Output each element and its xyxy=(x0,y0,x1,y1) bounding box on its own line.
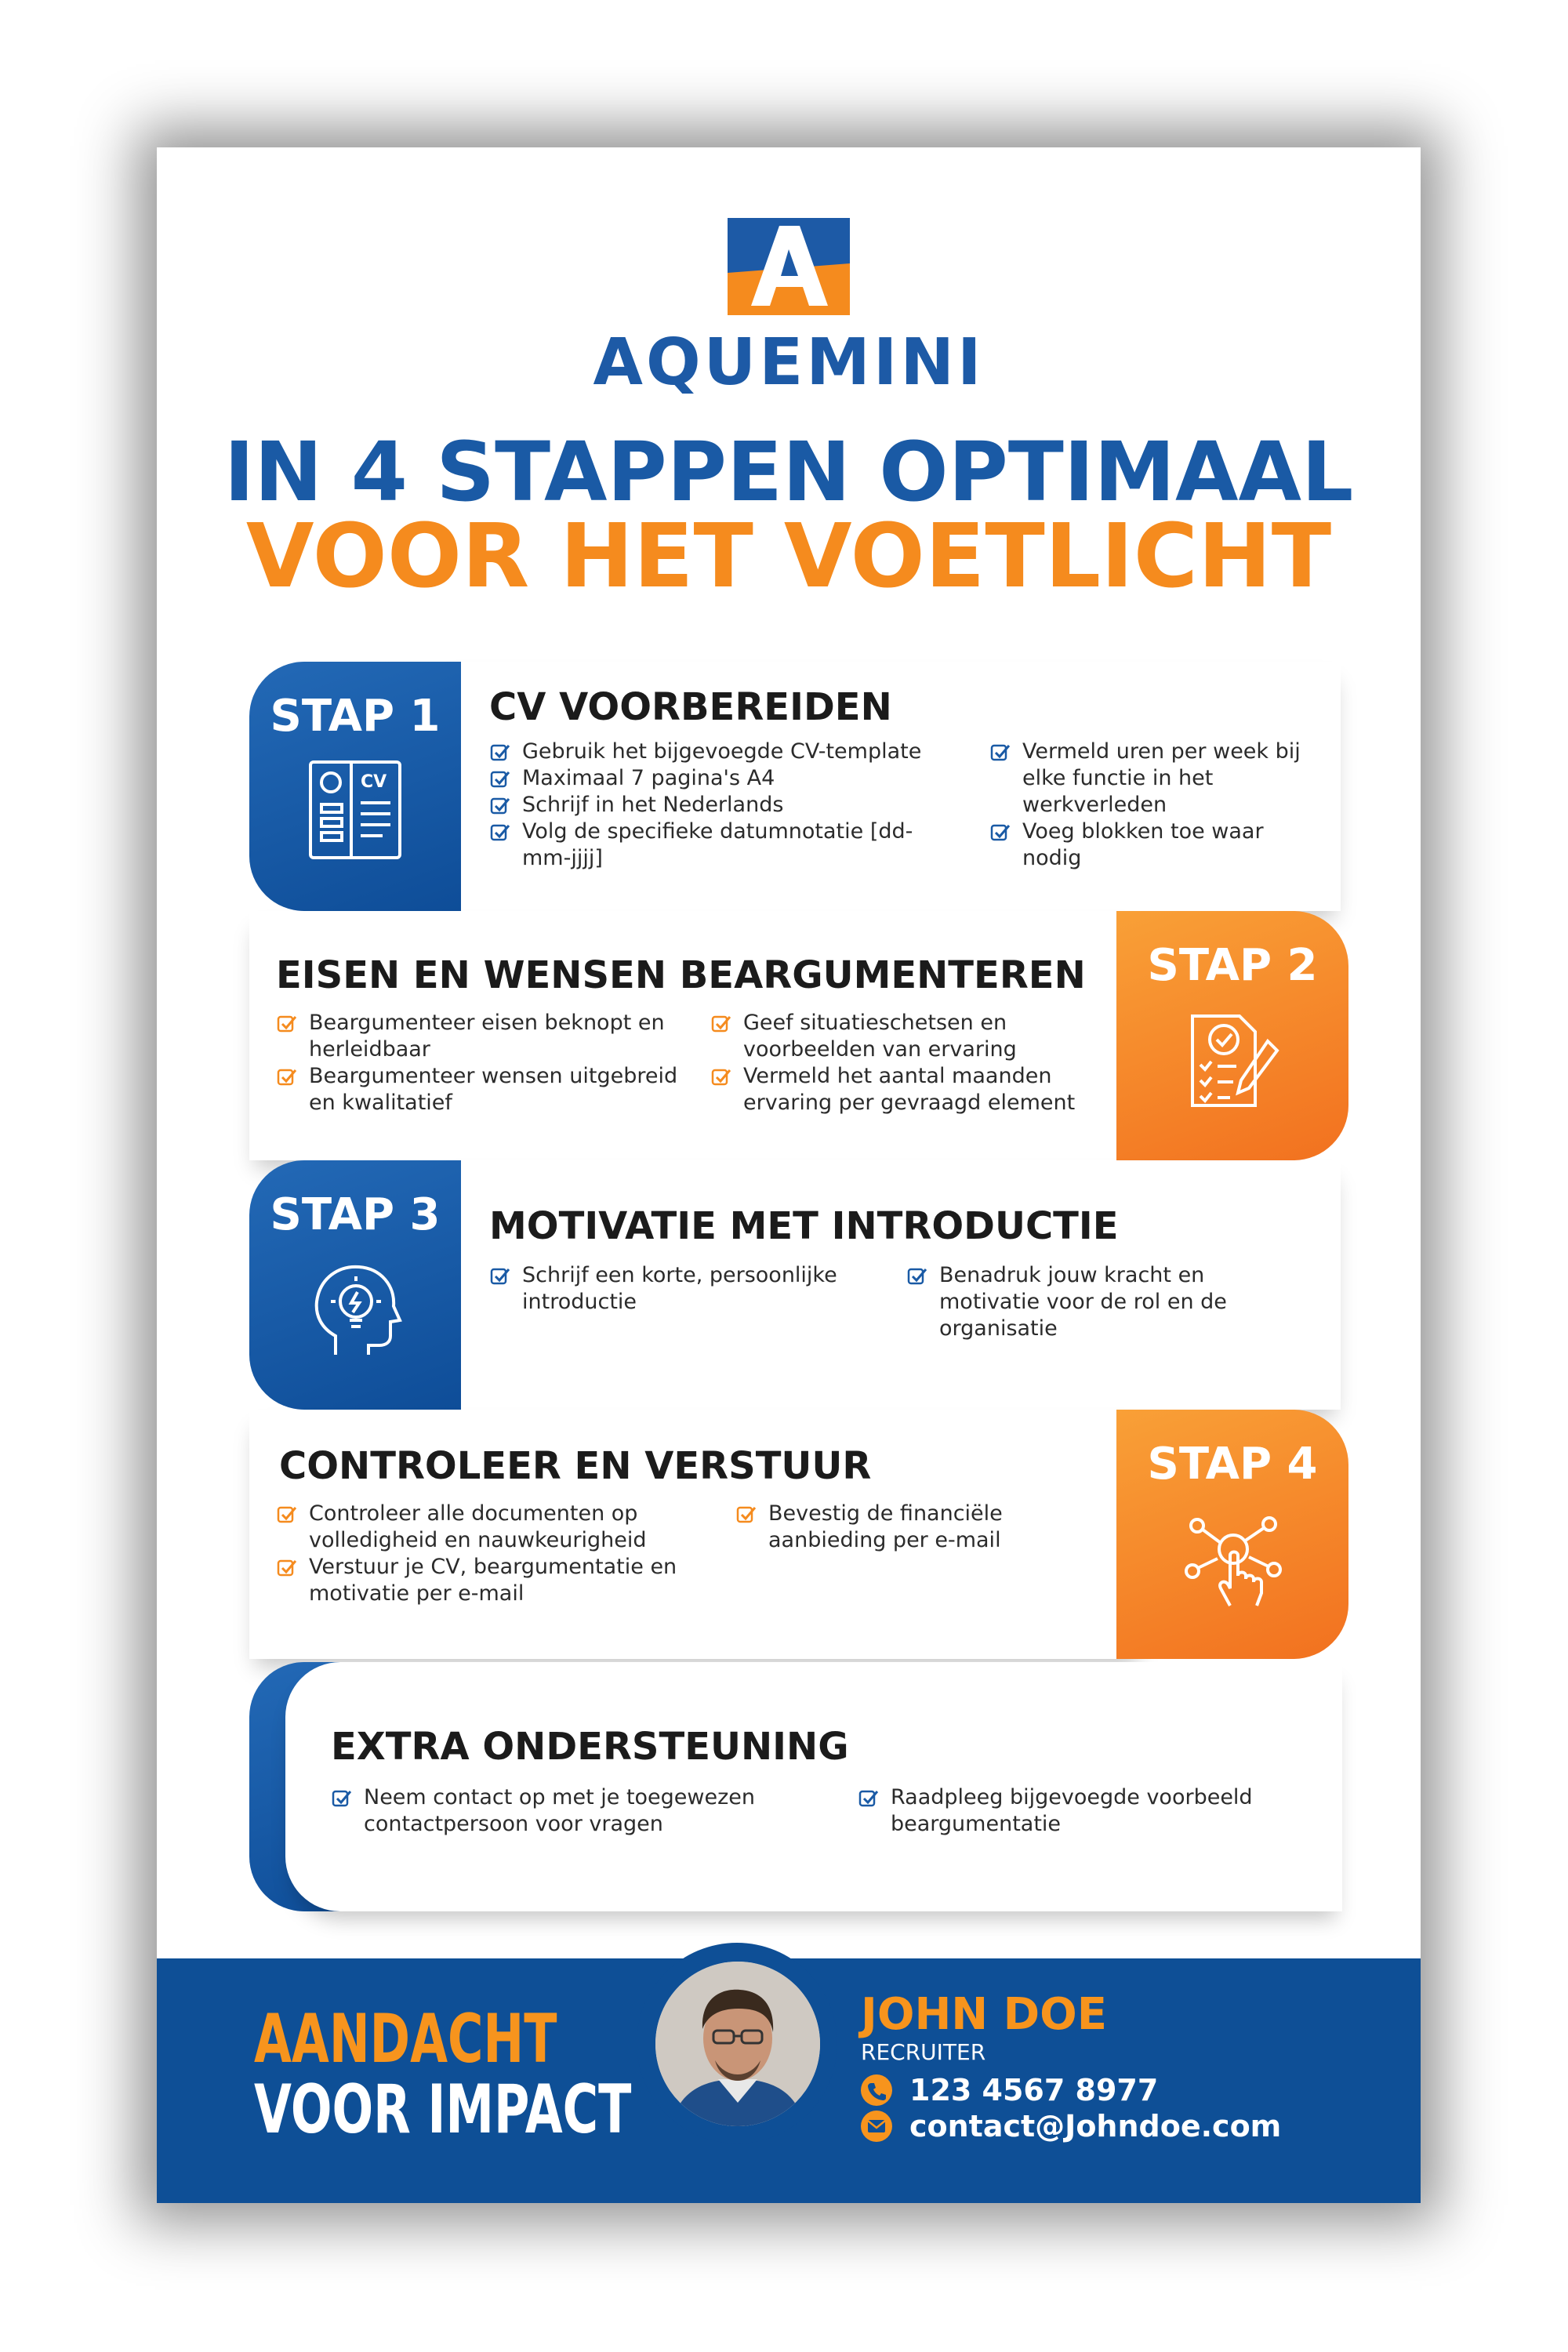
step-3-list-right xyxy=(906,1262,1251,1342)
poster xyxy=(157,147,1421,2203)
step-tab-4 xyxy=(1116,1410,1348,1659)
checkbox-icon xyxy=(276,1557,298,1579)
checkbox-icon xyxy=(710,1066,732,1088)
step-tab-3 xyxy=(249,1160,461,1410)
tagline-line-1: AANDACHT xyxy=(254,2000,557,2078)
list-item: Gebruik het bijgevoegde CV-template xyxy=(489,739,960,765)
step-label: STAP 2 xyxy=(1147,940,1318,991)
step-label: STAP 1 xyxy=(270,691,441,742)
footer xyxy=(157,1958,1421,2203)
step-tab-1 xyxy=(249,662,461,911)
email-icon xyxy=(861,2111,892,2142)
checkbox-icon xyxy=(489,742,511,764)
step-4-list-left-items xyxy=(276,1501,715,1607)
phone-icon xyxy=(861,2074,892,2106)
svg-text:CV: CV xyxy=(361,772,387,792)
step-title: MOTIVATIE MET INTRODUCTIE xyxy=(489,1204,1119,1248)
avatar-portrait xyxy=(655,1962,820,2126)
checkbox-icon xyxy=(276,1504,298,1526)
list-item: Verstuur je CV, beargumentatie en motivatie per e-mail xyxy=(276,1554,715,1607)
checkbox-icon xyxy=(489,1265,511,1287)
step-4-list-right xyxy=(735,1501,1065,1554)
list-item: Vermeld het aantal maanden ervaring per gevraagd element xyxy=(710,1063,1126,1116)
step-title: CV VOORBEREIDEN xyxy=(489,685,892,729)
checkbox-icon xyxy=(276,1066,298,1088)
step-2-list-left xyxy=(276,1010,699,1116)
step-title: CONTROLEER EN VERSTUUR xyxy=(279,1444,872,1488)
list-item: Bevestig de financiële aanbieding per e-mail xyxy=(735,1501,1065,1554)
step-card-3 xyxy=(249,1160,1341,1410)
list-item: Beargumenteer eisen beknopt en herleidbaar xyxy=(276,1010,699,1063)
extra-list-right xyxy=(858,1784,1297,1838)
list-item: Raadpleeg bijgevoegde voorbeeld beargumentatie xyxy=(858,1784,1297,1838)
list-item: Maximaal 7 pagina's A4 xyxy=(489,765,960,792)
cv-document-icon xyxy=(304,759,406,861)
contact-phone[interactable]: 123 4567 8977 xyxy=(861,2074,1158,2106)
checkbox-icon xyxy=(989,822,1011,844)
contact-role: RECRUITER xyxy=(861,2039,986,2065)
list-item: Schrijf in het Nederlands xyxy=(489,792,960,818)
avatar xyxy=(655,1962,820,2126)
step-label: STAP 3 xyxy=(270,1189,441,1240)
logo xyxy=(157,218,1421,400)
step-card-2 xyxy=(249,911,1348,1160)
step-1-list-right xyxy=(989,739,1319,872)
headline-line-2: VOOR HET VOETLICHT xyxy=(245,506,1332,608)
checkbox-icon xyxy=(858,1788,880,1809)
list-item: Geef situatieschetsen en voorbeelden van ervaring xyxy=(710,1010,1126,1063)
contact-name: JOHN DOE xyxy=(861,1989,1108,2040)
aquemini-logo-mark xyxy=(728,218,850,315)
list-item: Beargumenteer wensen uitgebreid en kwalitatief xyxy=(276,1063,699,1116)
contact-email[interactable]: contact@Johndoe.com xyxy=(861,2111,1281,2142)
checkbox-icon xyxy=(331,1788,353,1809)
step-label: STAP 4 xyxy=(1147,1439,1318,1490)
checkbox-icon xyxy=(906,1265,928,1287)
checkbox-icon xyxy=(989,742,1011,764)
checkbox-icon xyxy=(489,768,511,790)
head-lightbulb-icon xyxy=(304,1258,406,1359)
step-card-1 xyxy=(249,662,1341,911)
checkbox-icon xyxy=(735,1504,757,1526)
tagline-line-2: VOOR IMPACT xyxy=(254,2071,632,2149)
step-title: EISEN EN WENSEN BEARGUMENTEREN xyxy=(276,953,1086,997)
step-3-list-left xyxy=(489,1262,866,1316)
checkbox-icon xyxy=(276,1013,298,1035)
list-item: Vermeld uren per week bij elke functie in het werkverleden xyxy=(989,739,1319,818)
list-item: Controleer alle documenten op volledigheid en nauwkeurigheid xyxy=(276,1501,715,1554)
hand-network-icon xyxy=(1181,1507,1283,1609)
checkbox-icon xyxy=(710,1013,732,1035)
checkbox-icon xyxy=(489,822,511,844)
brand-name: AQUEMINI xyxy=(593,325,985,400)
extra-support-card xyxy=(249,1662,1342,1911)
step-2-list-right xyxy=(710,1010,1126,1116)
list-item: Voeg blokken toe waar nodig xyxy=(989,818,1319,872)
list-item: Schrijf een korte, persoonlijke introductie xyxy=(489,1262,866,1316)
headline-line-1: IN 4 STAPPEN OPTIMAAL xyxy=(223,424,1354,520)
step-tab-2 xyxy=(1116,911,1348,1160)
extra-list-left xyxy=(331,1784,786,1838)
checkbox-icon xyxy=(489,795,511,817)
extra-title: EXTRA ONDERSTEUNING xyxy=(331,1725,849,1769)
step-1-list-left xyxy=(489,739,960,872)
list-item: Volg de specifieke datumnotatie [dd-mm-jjjj] xyxy=(489,818,960,872)
list-item: Neem contact op met je toegewezen contactpersoon voor vragen xyxy=(331,1784,786,1838)
step-card-4 xyxy=(249,1410,1348,1659)
list-item: Benadruk jouw kracht en motivatie voor de rol en de organisatie xyxy=(906,1262,1251,1342)
clipboard-pen-icon xyxy=(1181,1008,1283,1110)
